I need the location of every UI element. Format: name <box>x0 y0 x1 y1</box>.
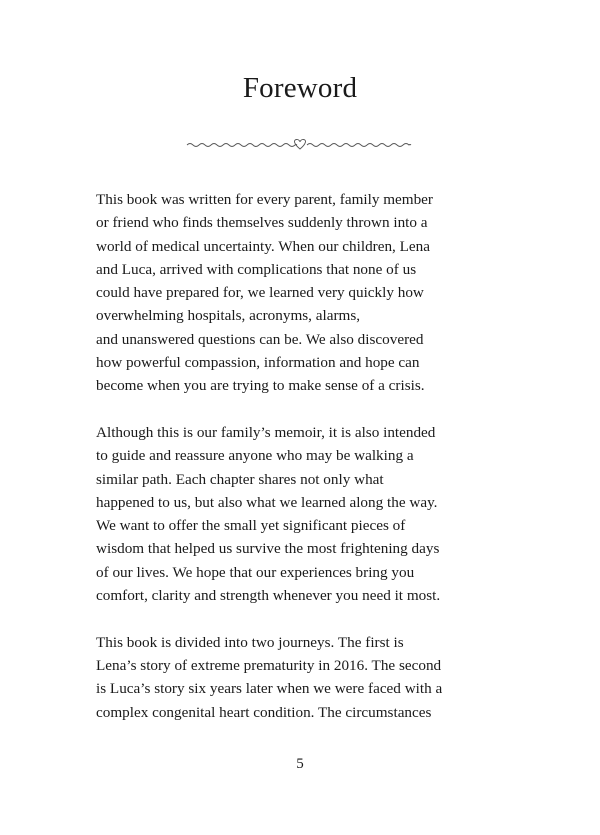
text-line: complex congenital heart condition. The circumstances <box>96 703 432 721</box>
text-line: could have prepared for, we learned very quickly how <box>96 284 424 302</box>
text-line: and Luca, arrived with complications that none of us <box>96 260 417 278</box>
text-line: overwhelming hospitals, acronyms, alarms, <box>96 307 361 325</box>
paragraph-3 <box>96 631 516 724</box>
text-line: Lena’s story of extreme prematurity in 2016. The second <box>96 656 442 674</box>
page-number: 5 <box>296 756 304 772</box>
text-line: comfort, clarity and strength whenever you need it most. <box>96 587 441 605</box>
text-line: This book is divided into two journeys. The first is <box>96 633 404 651</box>
text-line: This book was written for every parent, family member <box>96 191 433 208</box>
text-line: happened to us, but also what we learned along the way. <box>96 493 438 511</box>
page-title: Foreword <box>242 72 358 104</box>
text-line: how powerful compassion, information and hope can <box>96 354 420 372</box>
text-line: wisdom that helped us survive the most frightening days <box>96 540 440 558</box>
text-line: is Luca’s story six years later when we were faced with a <box>96 680 443 698</box>
text-line: and unanswered questions can be. We also discovered <box>96 330 424 348</box>
text-line: similar path. Each chapter shares not only what <box>96 470 384 488</box>
text-line: We want to offer the small yet significant pieces of <box>96 517 406 535</box>
text-line: become when you are trying to make sense of a crisis. <box>96 377 425 395</box>
text-line: world of medical uncertainty. When our children, Lena <box>96 237 430 255</box>
text-line: Although this is our family’s memoir, it is also intended <box>96 423 436 441</box>
text-line: of our lives. We hope that our experiences bring you <box>96 563 415 581</box>
foreword-body <box>96 188 516 747</box>
text-line: to guide and reassure anyone who may be walking a <box>96 447 414 465</box>
heart-flourish-divider-icon <box>185 136 415 152</box>
text-line: or friend who finds themselves suddenly thrown into a <box>96 214 428 232</box>
paragraph-1 <box>96 188 516 398</box>
paragraph-2 <box>96 421 516 607</box>
